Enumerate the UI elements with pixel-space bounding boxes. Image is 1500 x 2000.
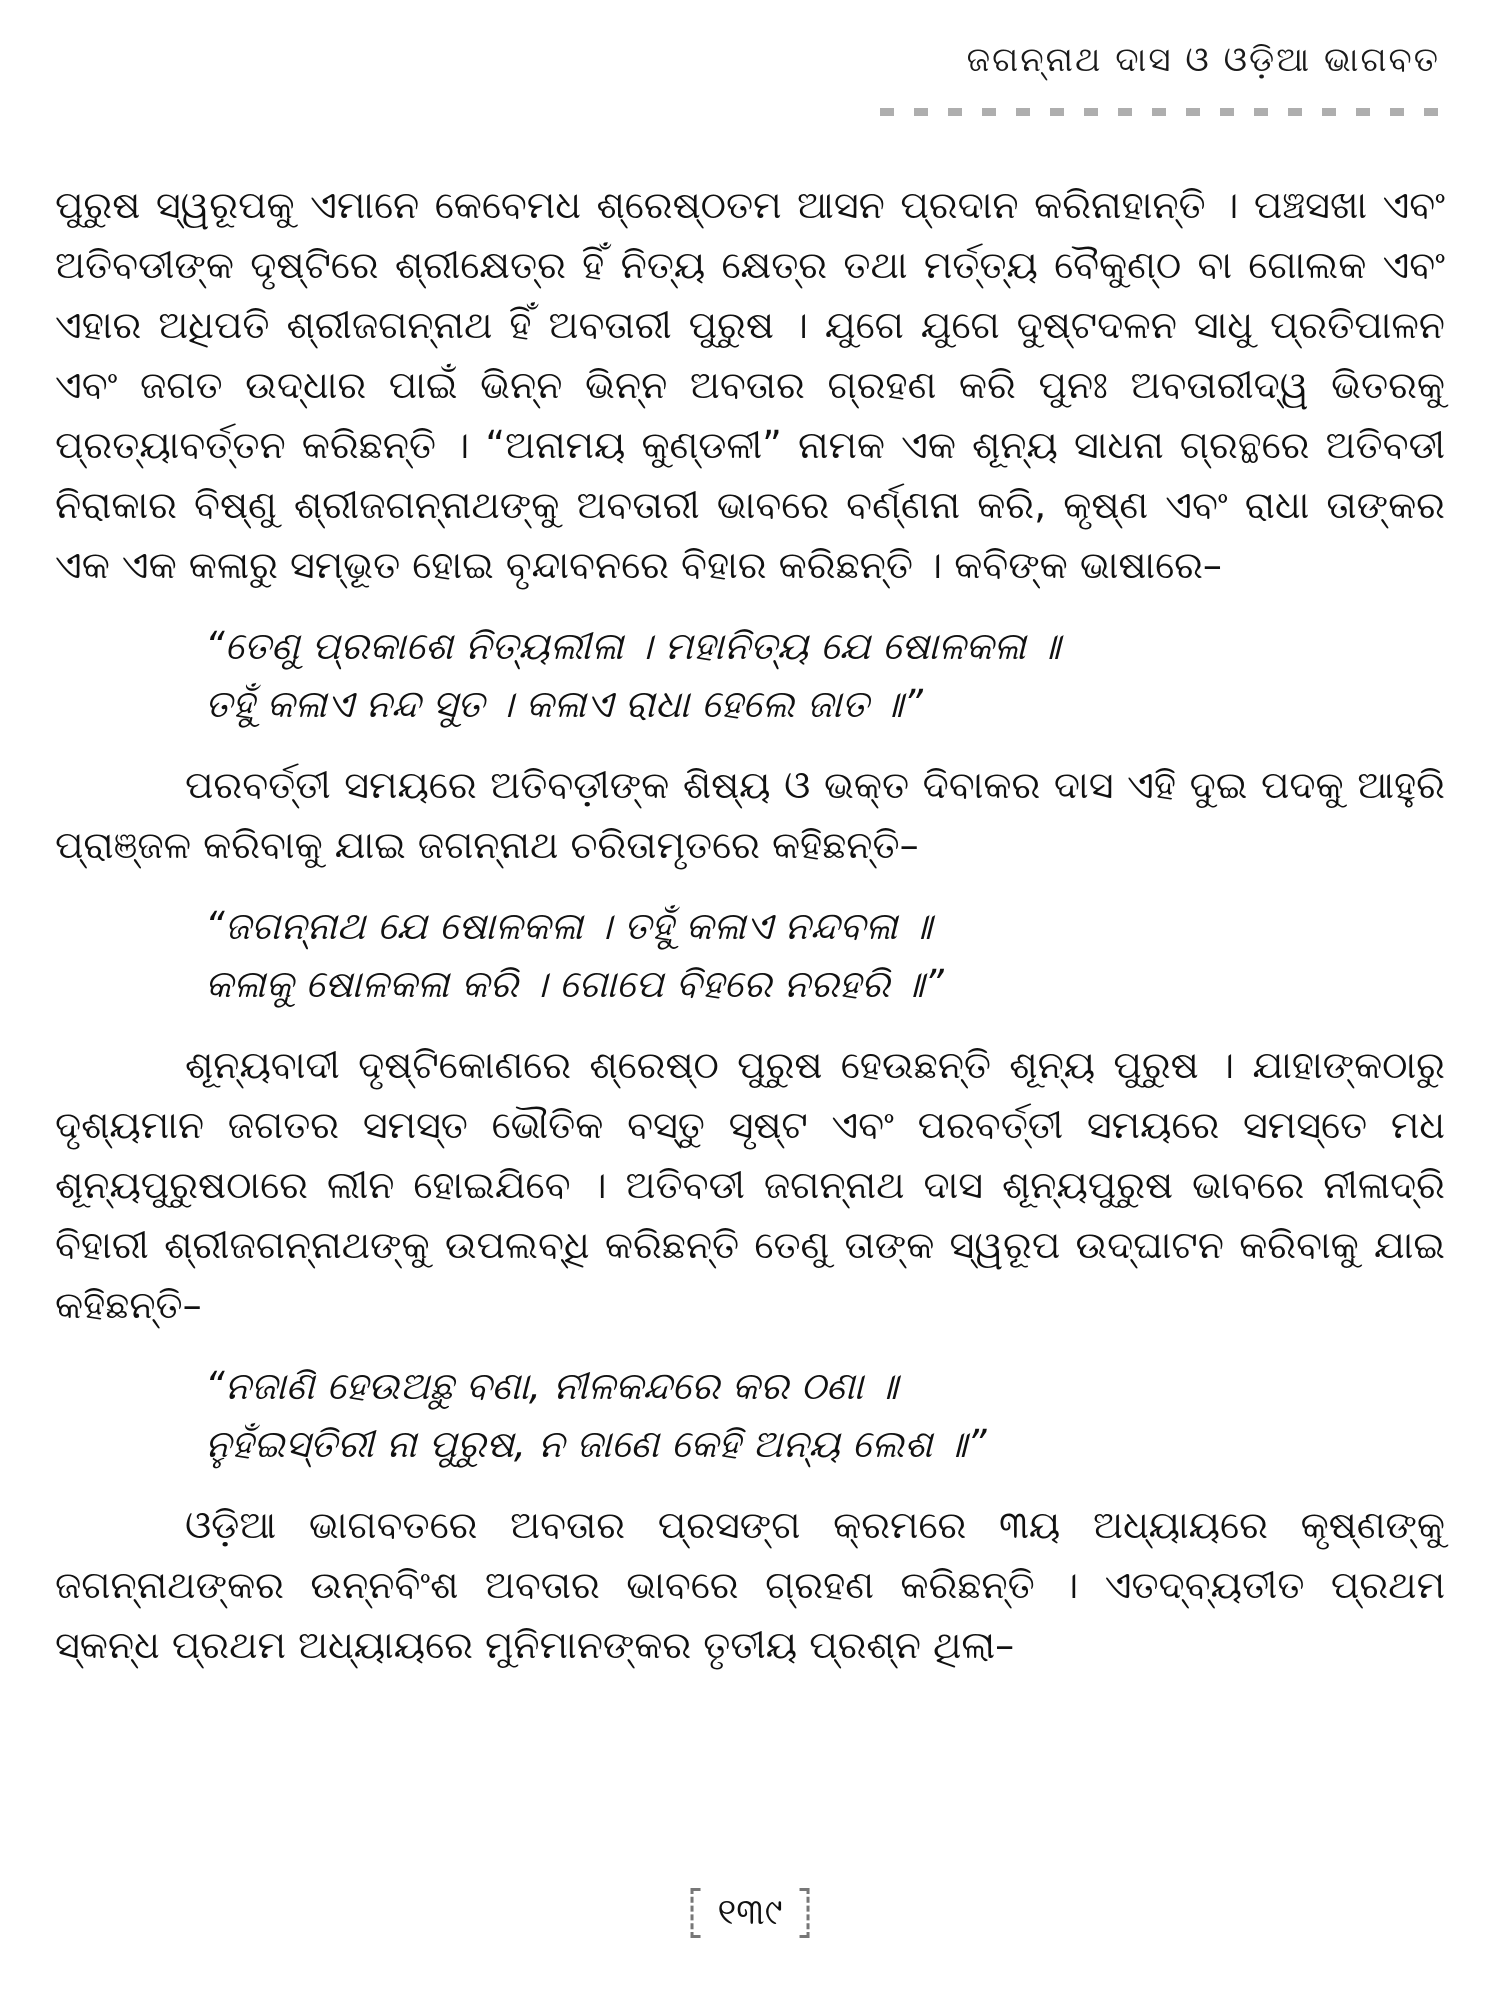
page-body <box>55 175 1445 1675</box>
paragraph-3: ଶୂନ୍ୟବାଦୀ ଦୃଷ୍ଟିକୋଣରେ ଶ୍ରେଷ୍ଠ ପୁରୁଷ ହେଉଛନ୍ତି ଶୂନ୍ୟ ପୁରୁଷ । ଯାହାଙ୍କଠାରୁ ଦୃଶ୍ୟମାନ ଜଗତର ସମସ୍ତ ଭୌତିକ ବସ୍ତୁ ସୃଷ୍ଟ ଏବଂ ପରବର୍ତ୍ତୀ ସମୟରେ ସମସ୍ତେ ମଧ ଶୂନ୍ୟପୁରୁଷଠାରେ ଲୀନ ହୋଇଯିବେ । ଅତିବଡୀ ଜଗନ୍ନାଥ ଦାସ ଶୂନ୍ୟପୁରୁଷ ଭାବରେ ନୀଳାଦ୍ରି ବିହାରୀ ଶ୍ରୀଜଗନ୍ନାଥଙ୍କୁ ଉପଲବ୍ଧି କରିଛନ୍ତି ତେଣୁ ତାଙ୍କ ସ୍ୱରୂପ ଉଦ୍‌ଘାଟନ କରିବାକୁ ଯାଇ କହିଛନ୍ତି– <box>55 1043 1445 1327</box>
paragraph-2: ପରବର୍ତ୍ତୀ ସମୟରେ ଅତିବଡ଼ୀଙ୍କ ଶିଷ୍ୟ ଓ ଭକ୍ତ ଦିବାକର ଦାସ ଏହି ଦୁଇ ପଦକୁ ଆହୁରି ପ୍ରାଞ୍ଜଳ କରିବାକୁ ଯାଇ ଜଗନ୍ନାଥ ଚରିତାମୃତରେ କହିଛନ୍ତି– <box>55 763 1445 867</box>
verse-3 <box>205 1357 1445 1473</box>
paragraph-1: ପୁରୁଷ ସ୍ୱରୂପକୁ ଏମାନେ କେବେମଧ ଶ୍ରେଷ୍ଠତମ ଆସନ ପ୍ରଦାନ କରିନାହାନ୍ତି । ପଞ୍ଚସଖା ଏବଂ ଅତିବଡୀଙ୍କ ଦୃଷ୍ଟିରେ ଶ୍ରୀକ୍ଷେତ୍ର ହିଁ ନିତ୍ୟ କ୍ଷେତ୍ର ତଥା ମର୍ତ୍ତ୍ୟ ବୈକୁଣ୍ଠ ବା ଗୋଲକ ଏବଂ ଏହାର ଅଧିପତି ଶ୍ରୀଜଗନ୍ନାଥ ହିଁ ଅବତାରୀ ପୁରୁଷ । ଯୁଗେ ଯୁଗେ ଦୁଷ୍ଟଦଳନ ସାଧୁ ପ୍ରତିପାଳନ ଏବଂ ଜଗତ ଉଦ୍ଧାର ପାଇଁ ଭିନ୍ନ ଭିନ୍ନ ଅବତାର ଗ୍ରହଣ କରି ପୁନଃ ଅବତାରୀଦ୍ୱ ଭିତରକୁ ପ୍ରତ୍ୟାବର୍ତ୍ତନ କରିଛନ୍ତି । “ଅନାମୟ କୁଣ୍ଡଳୀ” ନାମକ ଏକ ଶୂନ୍ୟ ସାଧନା ଗ୍ରନ୍ଥରେ ଅତିବଡୀ ନିରାକାର ବିଷ୍ଣୁ ଶ୍ରୀଜଗନ୍ନାଥଙ୍କୁ ଅବତାରୀ ଭାବରେ ବର୍ଣ୍ଣନା କରି, କୃଷ୍ଣ ଏବଂ ରାଧା ତାଙ୍କର ଏକ ଏକ କଳାରୁ ସମ୍ଭୂତ ହୋଇ ବୃନ୍ଦାବନରେ ବିହାର କରିଛନ୍ତି । କବିଙ୍କ ଭାଷାରେ– <box>55 183 1445 587</box>
verse-2 <box>205 897 1445 1013</box>
verse-2-line-1: “ଜଗନ୍ନାଥ ଯେ ଷୋଳକଳା । ତହୁଁ କଳାଏ ନନ୍ଦବଳା ॥ <box>205 904 932 948</box>
verse-3-line-2: ନୁହଁଇସ୍ତିରୀ ନା ପୁରୁଷ, ନ ଜାଣେ କେହି ଅନ୍ୟ ଲେଶ ॥” <box>205 1422 987 1466</box>
verse-1-line-1: “ତେଣୁ ପ୍ରକାଶେ ନିତ୍ୟଲୀଳା । ମହାନିତ୍ୟ ଯେ ଷୋଳକଳା ॥ <box>205 624 1061 668</box>
page-number: ୧୩୯ <box>691 1888 810 1938</box>
running-header: ଜଗନ୍ନାଥ ଦାସ ଓ ଓଡ଼ିଆ ଭାଗବତ <box>966 40 1440 80</box>
verse-3-line-1: “ନଜାଣି ହେଉଅଛୁ ବଣା, ନୀଳକନ୍ଦରେ କର ଠଣା ॥ <box>205 1364 898 1408</box>
verse-1-line-2: ତହୁଁ କଳାଏ ନନ୍ଦ ସୁତ । କଳାଏ ରାଧା ହେଲେ ଜାତ ॥” <box>205 682 923 726</box>
paragraph-4: ଓଡ଼ିଆ ଭାଗବତରେ ଅବତାର ପ୍ରସଙ୍ଗ କ୍ରମରେ ୩ୟ ଅଧ୍ୟାୟରେ କୃଷ୍ଣଙ୍କୁ ଜଗନ୍ନାଥଙ୍କର ଉନ୍ନବିଂଶ ଅବତାର ଭାବରେ ଗ୍ରହଣ କରିଛନ୍ତି । ଏତଦ୍‌ବ୍ୟତୀତ ପ୍ରଥମ ସ୍କନ୍ଧ ପ୍ରଥମ ଅଧ୍ୟାୟରେ ମୁନିମାନଙ୍କର ତୃତୀୟ ପ୍ରଶ୍ନ ଥିଲା– <box>55 1503 1445 1667</box>
verse-2-line-2: କଳାକୁ ଷୋଳକଳା କରି । ଗୋପେ ବିହରେ ନରହରି ॥” <box>205 962 944 1006</box>
header-divider <box>880 108 1440 116</box>
verse-1 <box>205 617 1445 733</box>
